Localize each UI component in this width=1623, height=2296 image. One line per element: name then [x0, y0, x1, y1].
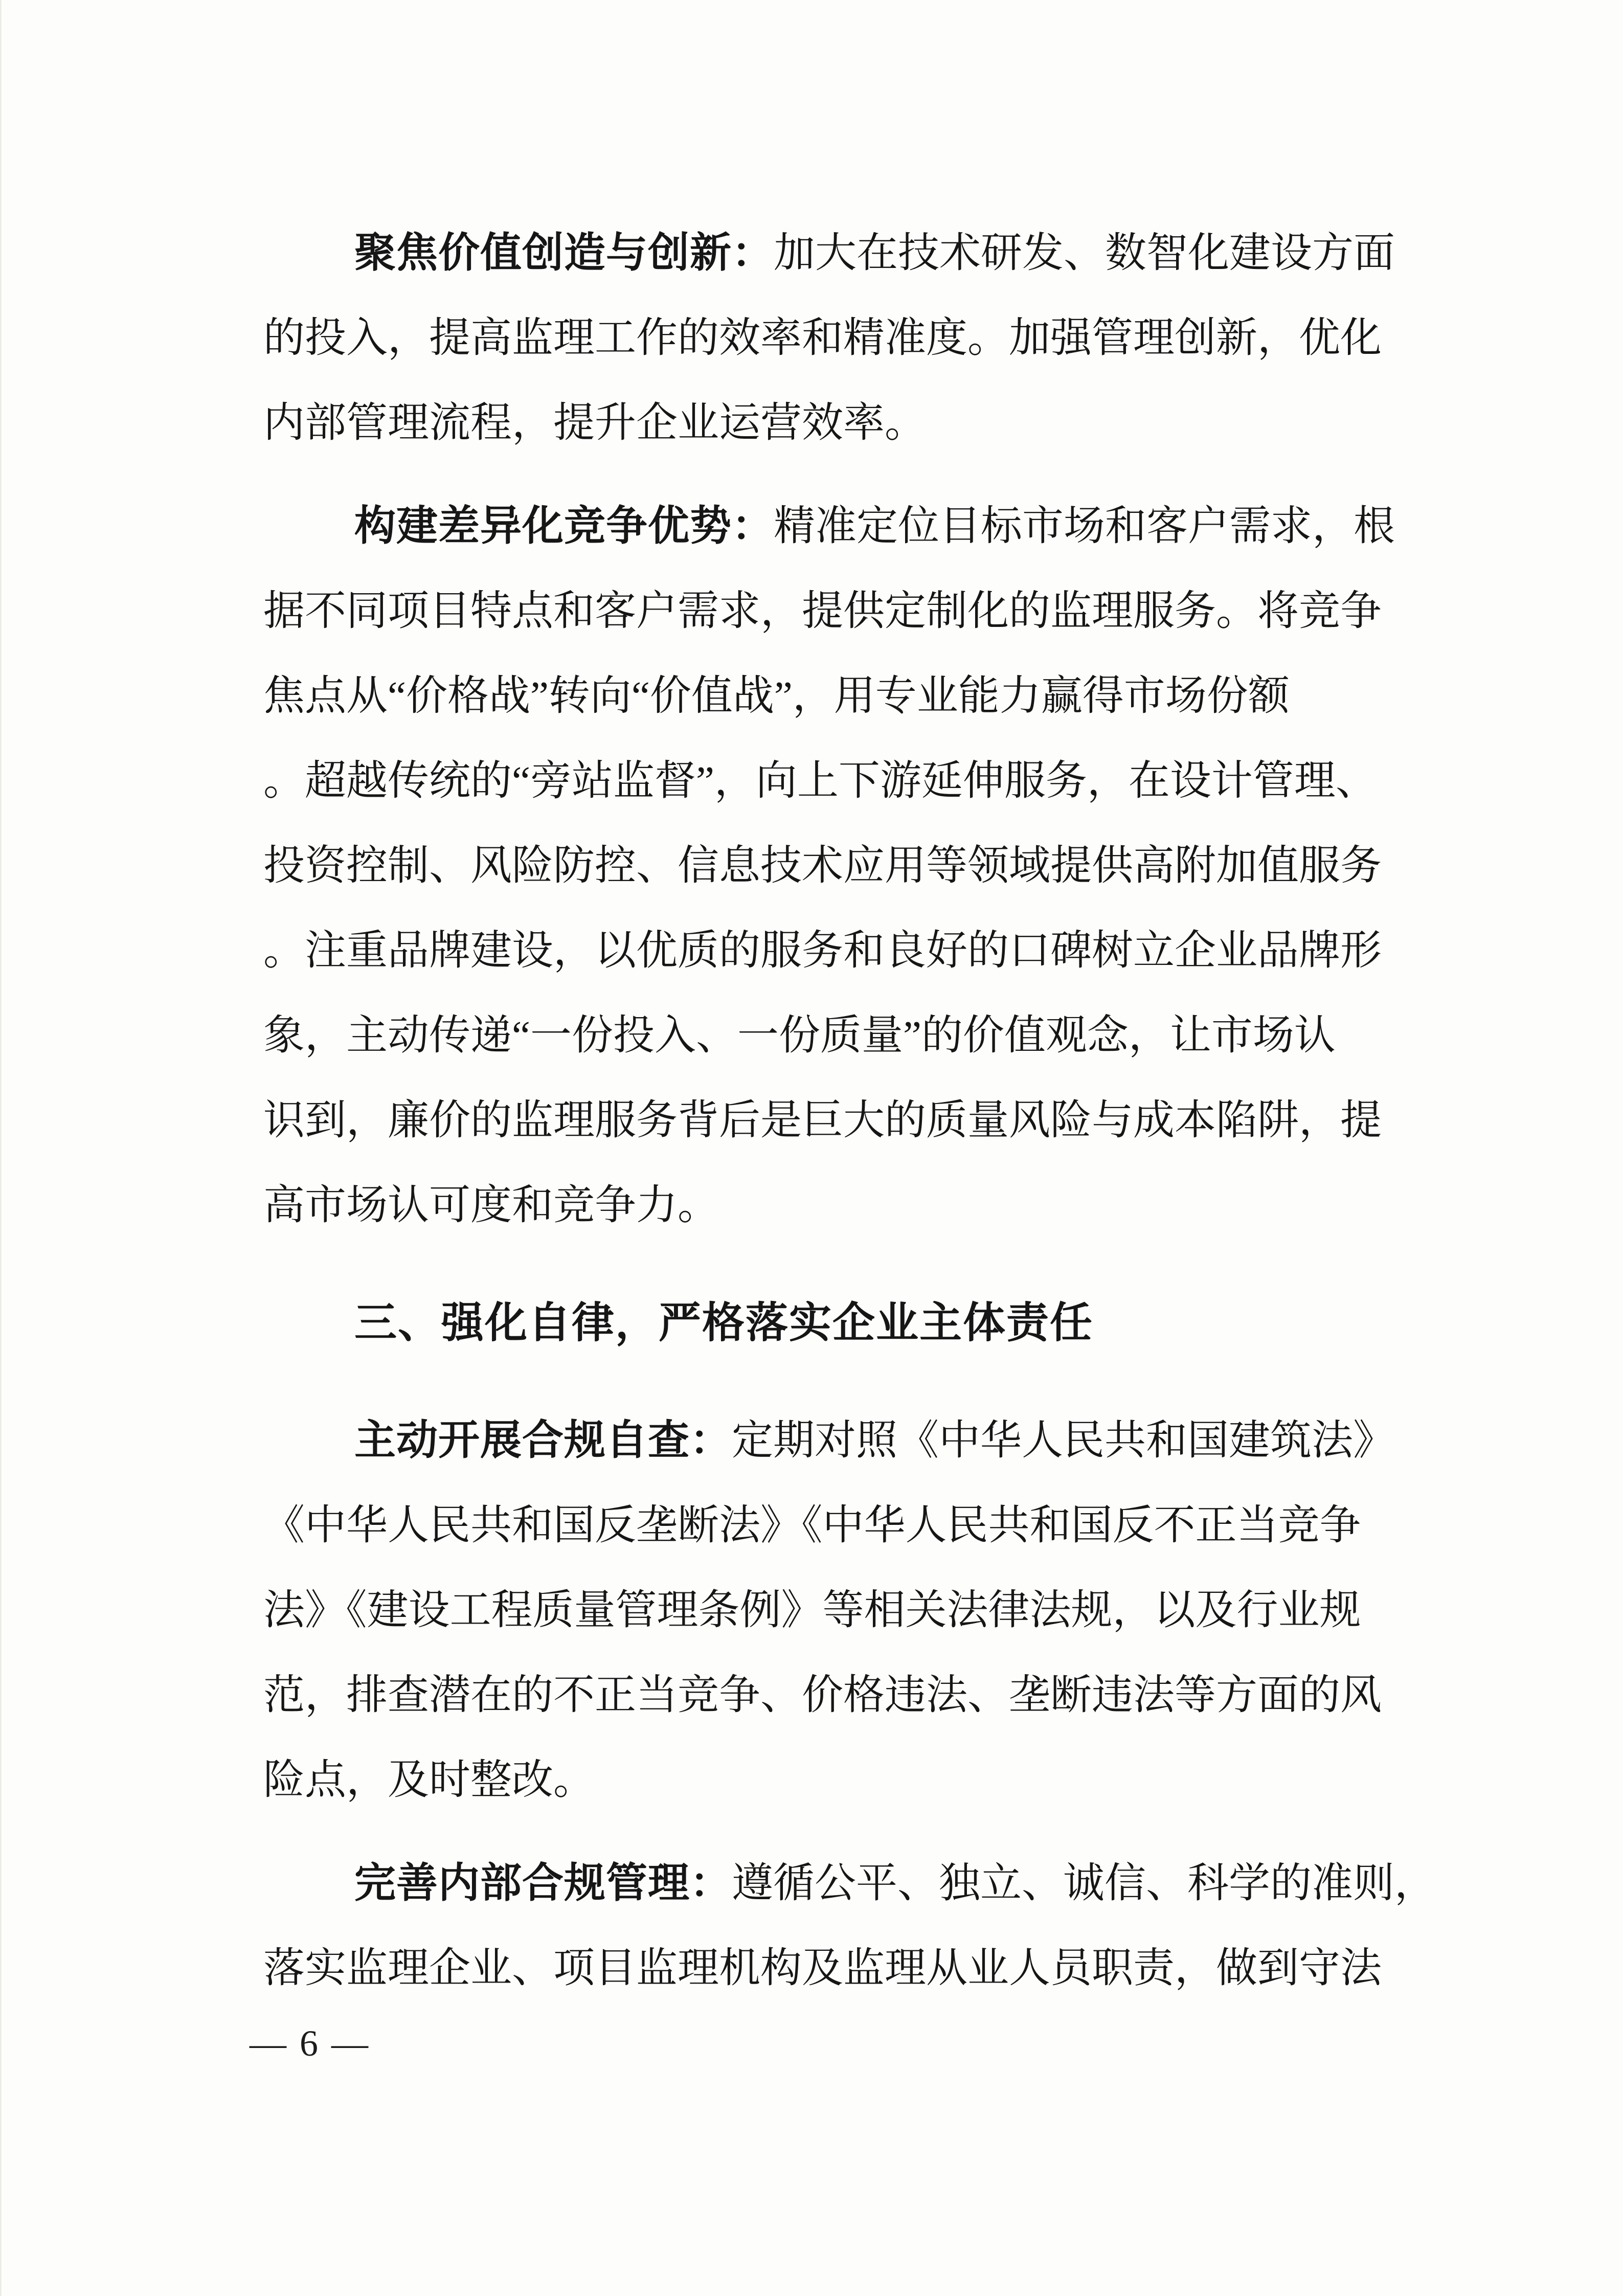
- text-line: 落实监理企业、项目监理机构及监理从业人员职责，做到守法: [263, 1945, 1382, 1991]
- page-number: — 6 —: [250, 2023, 370, 2064]
- text-line: 法》《建设工程质量管理条例》等相关法律法规，以及行业规: [263, 1587, 1361, 1633]
- paragraph-lead-bold: 完善内部合规管理：: [354, 1860, 732, 1906]
- text-line: 范，排查潜在的不正当竞争、价格违法、垄断违法等方面的风: [263, 1672, 1382, 1718]
- text-line: [263, 1398, 1395, 1483]
- text-line: 。注重品牌建设，以优质的服务和良好的口碑树立企业品牌形: [263, 928, 1382, 974]
- text-run: 遵循公平、独立、诚信、科学的准则，: [732, 1860, 1436, 1906]
- text-line: 。超越传统的“旁站监督”，向上下游延伸服务，在设计管理、: [263, 758, 1377, 804]
- paragraph-focus-value-innovation: [263, 211, 1395, 465]
- section-heading-three: 三、强化自律，严格落实企业主体责任: [354, 1299, 1093, 1346]
- text-line: 内部管理流程，提升企业运营效率。: [263, 400, 927, 446]
- scan-edge-artifact: [0, 0, 2, 2296]
- text-run: 精准定位目标市场和客户需求，根: [774, 503, 1395, 549]
- text-line: 险点，及时整改。: [263, 1757, 595, 1803]
- text-line: 据不同项目特点和客户需求，提供定制化的监理服务。将竞争: [263, 588, 1382, 634]
- paragraph-lead-bold: 主动开展合规自查：: [354, 1417, 732, 1464]
- text-line: 《中华人民共和国反垄断法》《中华人民共和国反不正当竞争: [263, 1502, 1361, 1548]
- paragraph-compliance-self-check: [263, 1398, 1395, 1822]
- text-line: [263, 211, 1395, 296]
- paragraph-differentiated-advantage: [263, 484, 1395, 1248]
- paragraph-internal-compliance-management: [263, 1841, 1436, 2011]
- text-line: [263, 1841, 1436, 1926]
- text-run: 定期对照《中华人民共和国建筑法》: [732, 1417, 1395, 1464]
- text-run: 加大在技术研发、数智化建设方面: [774, 230, 1395, 276]
- text-line: [263, 484, 1395, 569]
- paragraph-lead-bold: 聚焦价值创造与创新：: [354, 230, 774, 276]
- text-line: 投资控制、风险防控、信息技术应用等领域提供高附加值服务: [263, 843, 1382, 889]
- text-line: 高市场认可度和竞争力。: [263, 1182, 719, 1228]
- text-line: 的投入，提高监理工作的效率和精准度。加强管理创新，优化: [263, 315, 1382, 361]
- text-line: 焦点从“价格战”转向“价值战”，用专业能力赢得市场份额: [263, 673, 1290, 719]
- text-line: 识到，廉价的监理服务背后是巨大的质量风险与成本陷阱，提: [263, 1097, 1382, 1143]
- document-body: [263, 211, 1436, 2011]
- text-line: 象，主动传递“一份投入、一份质量”的价值观念，让市场认: [263, 1012, 1336, 1059]
- paragraph-lead-bold: 构建差异化竞争优势：: [354, 503, 774, 549]
